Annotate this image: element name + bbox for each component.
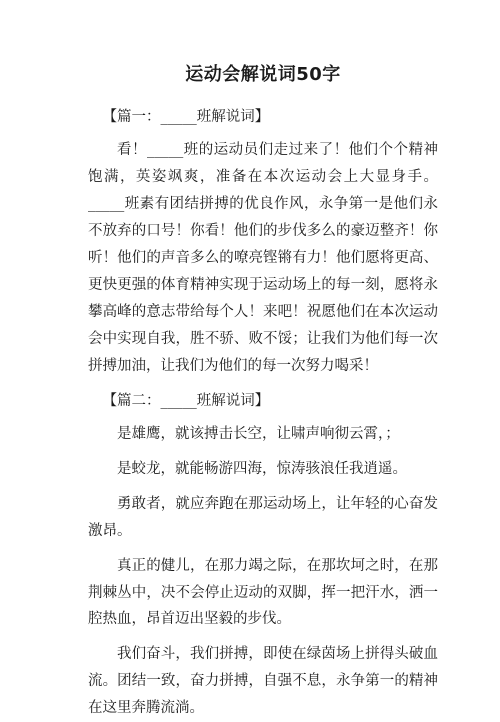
paragraph: 真正的健儿，在那力竭之际，在那坎坷之时，在那荆棘丛中，决不会停止迈动的双脚，挥一把汗水，洒一腔热血，昂首迈出坚毅的步伐。 xyxy=(88,557,438,628)
document-body xyxy=(88,104,438,722)
section-heading-2: 【篇二：_____班解说词】 xyxy=(102,392,270,409)
document-title: 运动会解说词50字 xyxy=(185,64,341,85)
paragraph: 是蛟龙，就能畅游四海，惊涛骇浪任我逍遥。 xyxy=(117,460,407,477)
paragraph: 是雄鹰，就该搏击长空，让啸声响彻云霄，； xyxy=(117,425,400,442)
section-heading-1: 【篇一：_____班解说词】 xyxy=(102,109,270,125)
paragraph: 看！_____班的运动员们走过来了！他们个个精神饱满，英姿飒爽，准备在本次运动会上大显身手。_____班素有团结拼搏的优良作风，永争第一是他们永不放弃的口号！你看！他们的步伐多么的豪迈整齐！你听！他们的声音多么的嘹亮铿锵有力！他们愿将更高、更快更强的体育精神实现于运动场上的每一刻，愿将永攀高峰的意志带给每个人！来吧！祝愿他们在本次运动会中实现自我，胜不骄、败不馁；让我们为他们每一次拼搏加油，让我们为他们的每一次努力喝采！ xyxy=(88,141,438,374)
paragraph: 勇敢者，就应奔跑在那运动场上，让年轻的心奋发激昂。 xyxy=(88,495,438,539)
paragraph: 我们奋斗，我们拼搏，即使在绿茵场上拼得头破血流。团结一致，奋力拼搏，自强不息，永争第一的精神在这里奔腾流淌。 xyxy=(88,646,438,717)
